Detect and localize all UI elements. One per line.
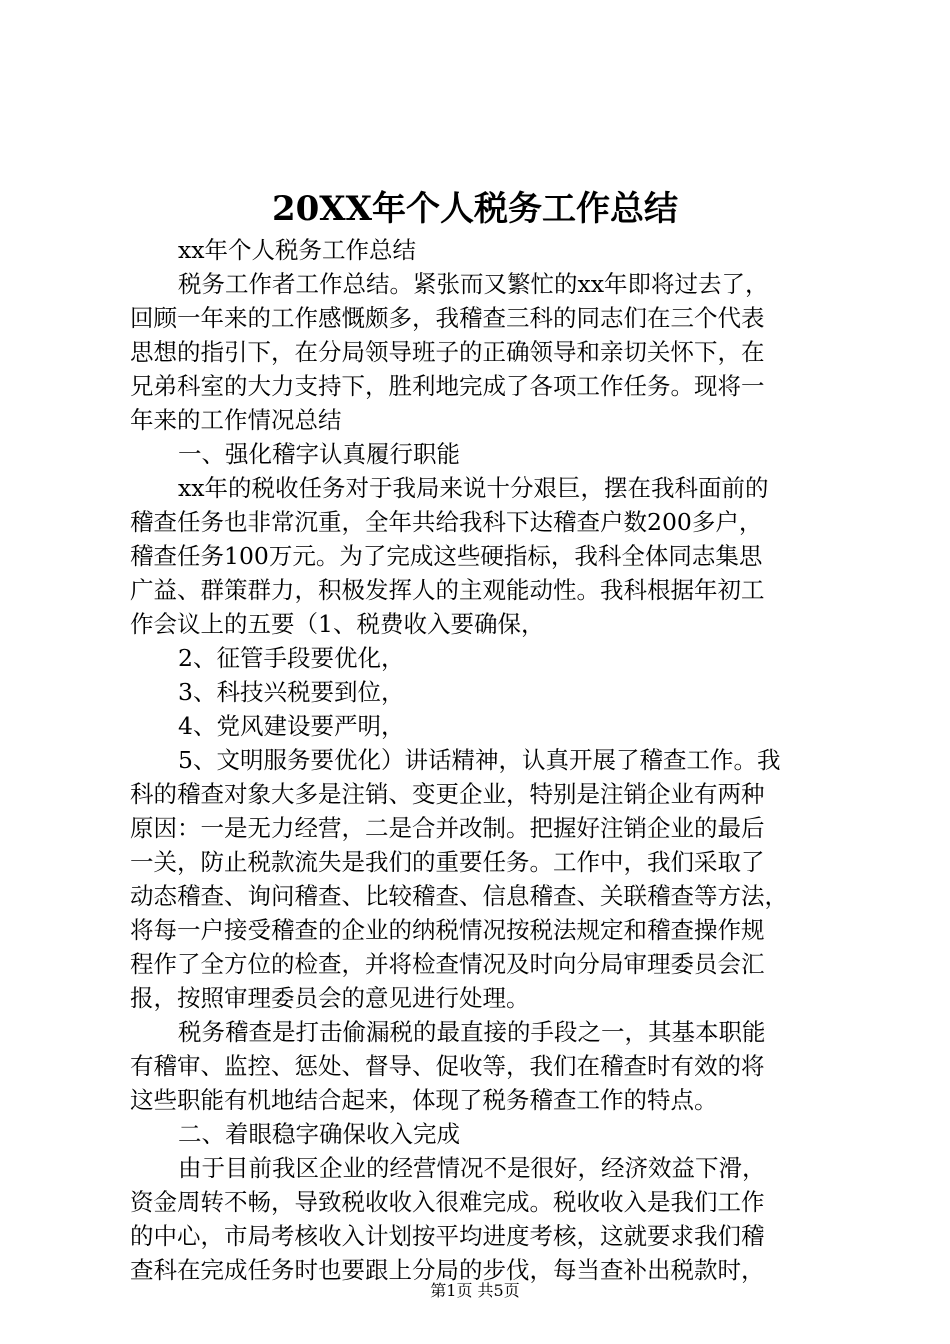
text-line: 广益、群策群力，积极发挥人的主观能动性。我科根据年初工 [130,576,765,604]
text-line: 2、征管手段要优化， [178,644,405,672]
text-line: 5、文明服务要优化）讲话精神，认真开展了稽查工作。我 [178,746,781,774]
text-line: 稽查任务100万元。为了完成这些硬指标，我科全体同志集思 [130,542,763,570]
text-line: 作会议上的五要（1、税费收入要确保， [130,610,545,638]
text-line: 稽查任务也非常沉重，全年共给我科下达稽查户数200多户， [130,508,763,536]
text-line: 原因：一是无力经营，二是合并改制。把握好注销企业的最后 [130,814,765,842]
text-line: 动态稽查、询问稽查、比较稽查、信息稽查、关联稽查等方法， [130,882,788,910]
text-line: 有稽审、监控、惩处、督导、促收等，我们在稽查时有效的将 [130,1052,765,1080]
text-line: 科的稽查对象大多是注销、变更企业，特别是注销企业有两种 [130,780,765,808]
text-line: 3、科技兴税要到位， [178,678,405,706]
page-footer: 第1页 共5页 [430,1281,520,1300]
text-line: xx年个人税务工作总结 [178,236,417,264]
text-line: 4、党风建设要严明， [178,712,405,740]
document-body [130,233,830,1287]
text-line: 查科在完成任务时也要跟上分局的步伐，每当查补出税款时， [130,1256,765,1284]
text-line: 由于目前我区企业的经营情况不是很好，经济效益下滑， [178,1154,766,1182]
text-line: 税务工作者工作总结。紧张而又繁忙的xx年即将过去了， [178,270,769,298]
text-line: 程作了全方位的检查，并将检查情况及时向分局审理委员会汇 [130,950,765,978]
text-line: 资金周转不畅，导致税收收入很难完成。税收收入是我们工作 [130,1188,765,1216]
text-line: 一、强化稽字认真履行职能 [178,440,460,468]
text-line: 年来的工作情况总结 [130,406,342,434]
text-line: 二、着眼稳字确保收入完成 [178,1120,460,1148]
text-line: 这些职能有机地结合起来，体现了税务稽查工作的特点。 [130,1086,718,1114]
text-line: 税务稽查是打击偷漏税的最直接的手段之一，其基本职能 [178,1018,766,1046]
text-line: 兄弟科室的大力支持下，胜利地完成了各项工作任务。现将一 [130,372,765,400]
text-line: 思想的指引下，在分局领导班子的正确领导和亲切关怀下，在 [130,338,765,366]
text-line: xx年的税收任务对于我局来说十分艰巨，摆在我科面前的 [178,474,769,502]
document-title: 20XX年个人税务工作总结 [271,189,679,229]
text-line: 将每一户接受稽查的企业的纳税情况按税法规定和稽查操作规 [130,916,765,944]
text-line: 回顾一年来的工作感慨颇多，我稽查三科的同志们在三个代表 [130,304,765,332]
text-line: 报，按照审理委员会的意见进行处理。 [130,984,530,1012]
text-line: 的中心，市局考核收入计划按平均进度考核，这就要求我们稽 [130,1222,765,1250]
text-line: 一关，防止税款流失是我们的重要任务。工作中，我们采取了 [130,848,765,876]
